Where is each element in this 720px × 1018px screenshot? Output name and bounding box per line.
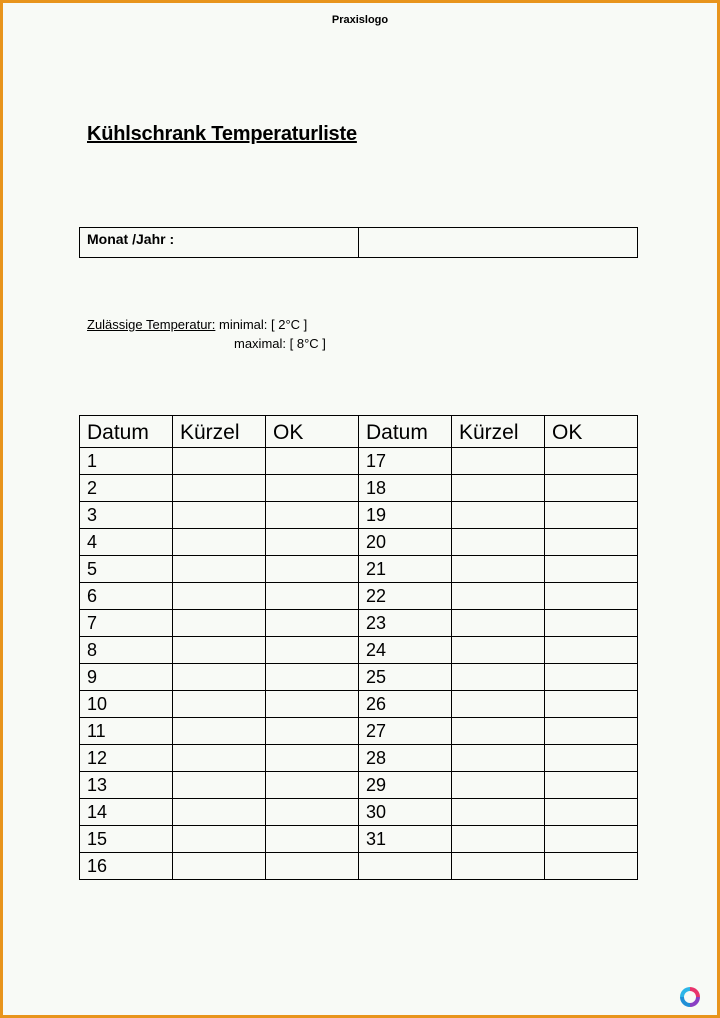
log-table-row <box>80 772 638 799</box>
ok-cell[interactable] <box>266 637 359 664</box>
initials-cell[interactable] <box>173 556 266 583</box>
col-header-initials: Kürzel <box>452 416 545 448</box>
initials-cell[interactable] <box>452 583 545 610</box>
initials-cell[interactable] <box>173 583 266 610</box>
ok-cell[interactable] <box>545 583 638 610</box>
date-cell: 13 <box>80 772 173 799</box>
initials-cell[interactable] <box>452 475 545 502</box>
log-table-row <box>80 475 638 502</box>
month-year-table <box>79 227 638 258</box>
log-table-row <box>80 556 638 583</box>
date-cell: 11 <box>80 718 173 745</box>
initials-cell[interactable] <box>452 799 545 826</box>
date-cell: 4 <box>80 529 173 556</box>
initials-cell[interactable] <box>452 610 545 637</box>
initials-cell[interactable] <box>173 853 266 880</box>
ok-cell[interactable] <box>545 691 638 718</box>
initials-cell[interactable] <box>452 637 545 664</box>
temperature-log-table <box>79 415 638 880</box>
log-table-row <box>80 610 638 637</box>
initials-cell[interactable] <box>452 853 545 880</box>
initials-cell[interactable] <box>452 556 545 583</box>
practice-logo-placeholder: Praxislogo <box>331 14 389 26</box>
log-table-row <box>80 691 638 718</box>
ok-cell[interactable] <box>266 610 359 637</box>
allowed-temperature <box>87 315 326 353</box>
date-cell: 3 <box>80 502 173 529</box>
ok-cell[interactable] <box>545 853 638 880</box>
initials-cell[interactable] <box>173 475 266 502</box>
date-cell: 10 <box>80 691 173 718</box>
col-header-ok: OK <box>545 416 638 448</box>
date-cell: 30 <box>359 799 452 826</box>
ok-cell[interactable] <box>266 826 359 853</box>
date-cell: 19 <box>359 502 452 529</box>
initials-cell[interactable] <box>452 691 545 718</box>
ok-cell[interactable] <box>545 448 638 475</box>
date-cell: 25 <box>359 664 452 691</box>
date-cell: 8 <box>80 637 173 664</box>
log-table-row <box>80 718 638 745</box>
date-cell: 12 <box>80 745 173 772</box>
ok-cell[interactable] <box>545 475 638 502</box>
ok-cell[interactable] <box>266 448 359 475</box>
date-cell <box>359 853 452 880</box>
initials-cell[interactable] <box>173 610 266 637</box>
initials-cell[interactable] <box>173 637 266 664</box>
initials-cell[interactable] <box>173 664 266 691</box>
ok-cell[interactable] <box>266 799 359 826</box>
initials-cell[interactable] <box>452 772 545 799</box>
date-cell: 26 <box>359 691 452 718</box>
initials-cell[interactable] <box>452 448 545 475</box>
log-table-row <box>80 529 638 556</box>
date-cell: 31 <box>359 826 452 853</box>
initials-cell[interactable] <box>173 772 266 799</box>
initials-cell[interactable] <box>173 448 266 475</box>
ok-cell[interactable] <box>545 637 638 664</box>
ok-cell[interactable] <box>266 853 359 880</box>
ok-cell[interactable] <box>545 745 638 772</box>
col-header-date: Datum <box>359 416 452 448</box>
log-table-row <box>80 799 638 826</box>
col-header-date: Datum <box>80 416 173 448</box>
initials-cell[interactable] <box>173 502 266 529</box>
initials-cell[interactable] <box>173 826 266 853</box>
ok-cell[interactable] <box>545 799 638 826</box>
initials-cell[interactable] <box>452 664 545 691</box>
initials-cell[interactable] <box>452 745 545 772</box>
log-table-row <box>80 853 638 880</box>
log-table-row <box>80 637 638 664</box>
date-cell: 5 <box>80 556 173 583</box>
min-temperature: minimal: [ 2°C ] <box>215 317 308 332</box>
initials-cell[interactable] <box>173 529 266 556</box>
date-cell: 27 <box>359 718 452 745</box>
date-cell: 14 <box>80 799 173 826</box>
month-year-label: Monat /Jahr : <box>80 228 359 258</box>
date-cell: 29 <box>359 772 452 799</box>
col-header-ok: OK <box>266 416 359 448</box>
ok-cell[interactable] <box>545 772 638 799</box>
allowed-temperature-label: Zulässige Temperatur: <box>87 317 216 332</box>
initials-cell[interactable] <box>452 826 545 853</box>
ok-cell[interactable] <box>266 691 359 718</box>
log-table-row <box>80 583 638 610</box>
log-table-row <box>80 826 638 853</box>
month-year-field[interactable] <box>359 228 638 258</box>
date-cell: 17 <box>359 448 452 475</box>
initials-cell[interactable] <box>173 745 266 772</box>
ok-cell[interactable] <box>266 583 359 610</box>
date-cell: 21 <box>359 556 452 583</box>
ok-cell[interactable] <box>266 718 359 745</box>
log-table-row <box>80 502 638 529</box>
ok-cell[interactable] <box>266 502 359 529</box>
ok-cell[interactable] <box>266 475 359 502</box>
page-title: Kühlschrank Temperaturliste <box>87 123 357 145</box>
date-cell: 23 <box>359 610 452 637</box>
max-temperature: maximal: [ 8°C ] <box>234 336 326 351</box>
date-cell: 9 <box>80 664 173 691</box>
ok-cell[interactable] <box>545 664 638 691</box>
date-cell: 16 <box>80 853 173 880</box>
log-table-row <box>80 664 638 691</box>
ok-cell[interactable] <box>545 529 638 556</box>
ok-cell[interactable] <box>266 664 359 691</box>
initials-cell[interactable] <box>173 691 266 718</box>
ok-cell[interactable] <box>545 610 638 637</box>
initials-cell[interactable] <box>173 718 266 745</box>
date-cell: 18 <box>359 475 452 502</box>
date-cell: 6 <box>80 583 173 610</box>
date-cell: 1 <box>80 448 173 475</box>
initials-cell[interactable] <box>452 718 545 745</box>
sync-logo-icon <box>677 984 703 1010</box>
date-cell: 22 <box>359 583 452 610</box>
ok-cell[interactable] <box>266 529 359 556</box>
ok-cell[interactable] <box>545 826 638 853</box>
initials-cell[interactable] <box>452 502 545 529</box>
ok-cell[interactable] <box>266 745 359 772</box>
date-cell: 24 <box>359 637 452 664</box>
ok-cell[interactable] <box>545 556 638 583</box>
initials-cell[interactable] <box>452 529 545 556</box>
initials-cell[interactable] <box>173 799 266 826</box>
date-cell: 7 <box>80 610 173 637</box>
ok-cell[interactable] <box>266 772 359 799</box>
ok-cell[interactable] <box>266 556 359 583</box>
date-cell: 2 <box>80 475 173 502</box>
ok-cell[interactable] <box>545 718 638 745</box>
date-cell: 28 <box>359 745 452 772</box>
log-table-header-row <box>80 416 638 448</box>
ok-cell[interactable] <box>545 502 638 529</box>
date-cell: 15 <box>80 826 173 853</box>
col-header-initials: Kürzel <box>173 416 266 448</box>
log-table-row <box>80 745 638 772</box>
log-table-row <box>80 448 638 475</box>
date-cell: 20 <box>359 529 452 556</box>
